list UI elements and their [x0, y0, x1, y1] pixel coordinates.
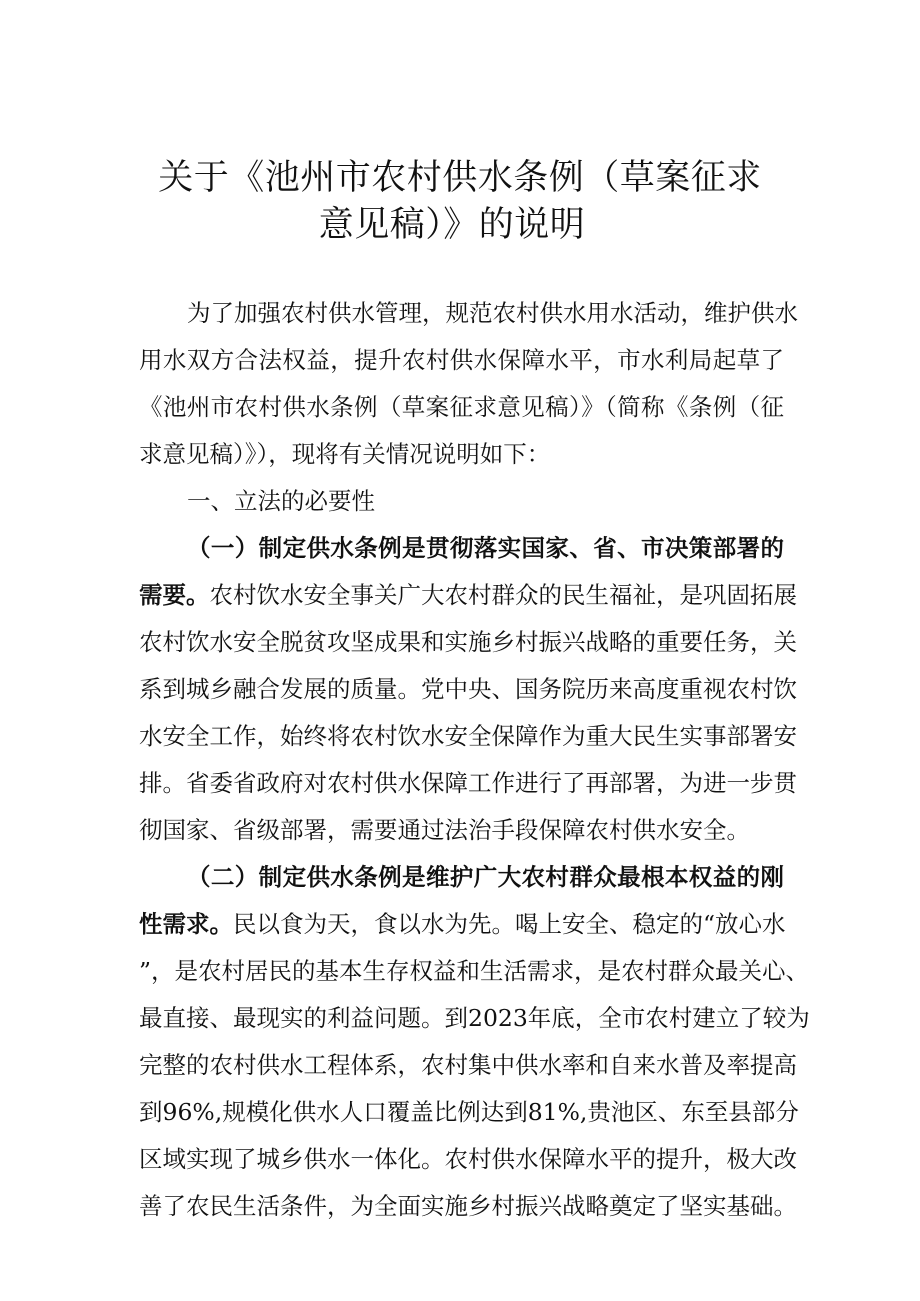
para2-bold-lead: 性需求。 — [139, 910, 233, 938]
para2-line-2 — [139, 907, 784, 941]
intro-line: 用水双方合法权益，提升农村供水保障水平，市水利局起草了 — [139, 346, 784, 374]
para1-line: 水安全工作，始终将农村饮水安全保障作为重大民生实事部署安 — [139, 722, 797, 750]
para2-line: 到96%,规模化供水人口覆盖比例达到81%,贵池区、东至县部分 — [139, 1098, 799, 1126]
para2-line: ”，是农村居民的基本生存权益和生活需求，是农村群众最关心、 — [139, 957, 810, 985]
para1-line-2 — [139, 578, 797, 612]
para2-line: 最直接、最现实的利益问题。到2023年底，全市农村建立了较为 — [139, 1004, 810, 1032]
para2-line: 善了农民生活条件，为全面实施乡村振兴战略奠定了坚实基础。 — [139, 1192, 797, 1220]
para1-line: 系到城乡融合发展的质量。党中央、国务院历来高度重视农村饮 — [139, 675, 797, 703]
para1-line: 彻国家、省级部署，需要通过法治手段保障农村供水安全。 — [139, 816, 750, 844]
para1-line-2-rest: 农村饮水安全事关广大农村群众的民生福祉，是巩固拓展 — [209, 581, 797, 609]
para1-line: 农村饮水安全脱贫攻坚成果和实施乡村振兴战略的重要任务，关 — [139, 628, 797, 656]
para2-line-2-rest: 民以食为天，食以水为先。喝上安全、稳定的“放心水 — [233, 910, 786, 938]
intro-line: 为了加强农村供水管理，规范农村供水用水活动，维护供水 — [187, 299, 798, 327]
document-title-line-1: 关于《池州市农村供水条例（草案征求 — [158, 158, 762, 198]
para1-line: 排。省委省政府对农村供水保障工作进行了再部署，为进一步贯 — [139, 769, 797, 797]
intro-line: 《池州市农村供水条例（草案征求意见稿）》（简称《条例（征 — [139, 393, 784, 421]
para2-line: 完整的农村供水工程体系，农村集中供水率和自来水普及率提高 — [139, 1051, 797, 1079]
document-title-line-2: 意见稿）》的说明 — [318, 205, 586, 245]
para2-line: 区域实现了城乡供水一体化。农村供水保障水平的提升，极大改 — [139, 1145, 797, 1173]
para1-bold-lead: 需要。 — [139, 581, 210, 609]
intro-line: 求意见稿）》），现将有关情况说明如下： — [139, 440, 551, 468]
para2-bold-line: （二）制定供水条例是维护广大农村群众最根本权益的刚 — [187, 863, 784, 891]
section-heading: 一、立法的必要性 — [187, 487, 375, 515]
para1-bold-line: （一）制定供水条例是贯彻落实国家、省、市决策部署的 — [187, 534, 784, 562]
